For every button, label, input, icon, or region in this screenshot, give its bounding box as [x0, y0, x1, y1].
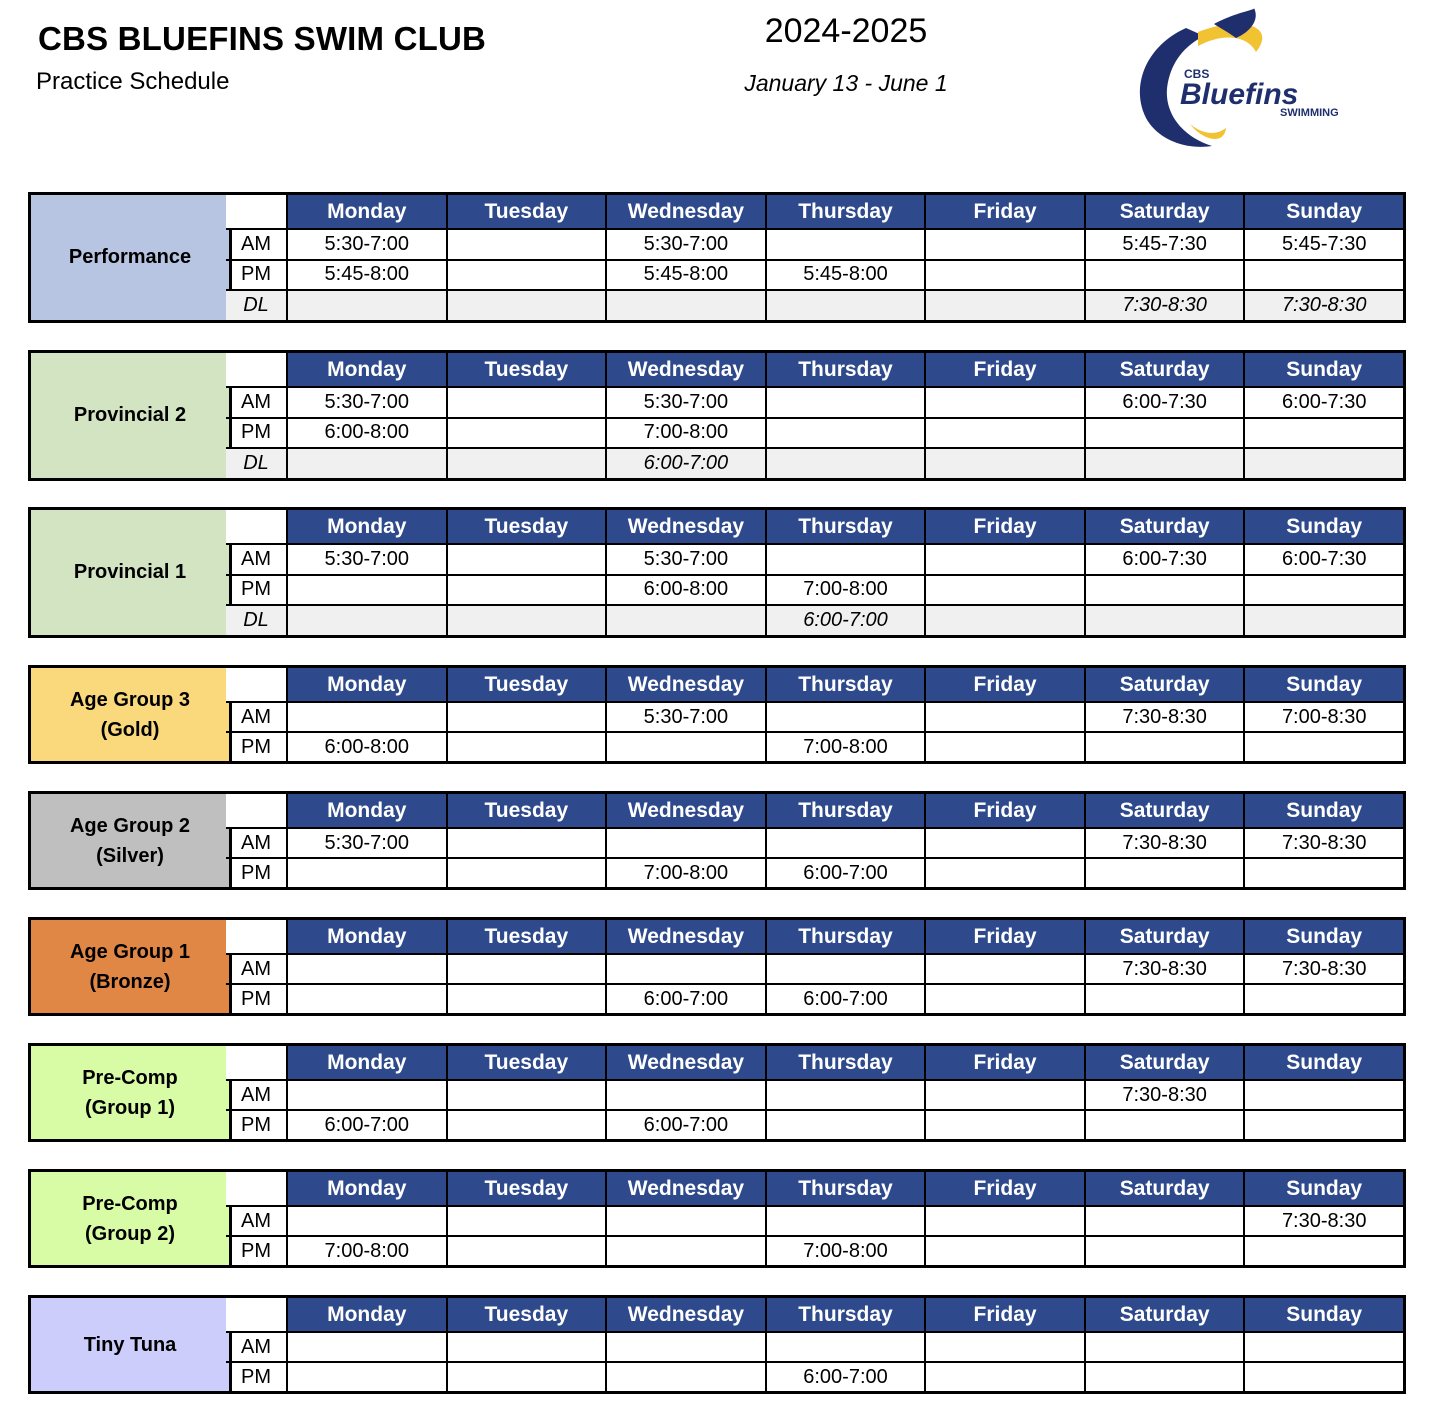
group-name-line: Pre-Comp: [82, 1192, 178, 1215]
logo-name: Bluefins: [1180, 78, 1299, 111]
time-cell: [1084, 417, 1244, 448]
time-cell: [286, 1361, 446, 1391]
day-header: Sunday: [1243, 353, 1403, 386]
day-header: Tuesday: [446, 1172, 606, 1205]
day-header: Thursday: [765, 1172, 925, 1205]
group-name-line: (Silver): [96, 844, 164, 867]
day-header: Wednesday: [605, 1298, 765, 1331]
time-cell: 5:45-7:30: [1084, 228, 1244, 259]
day-header: Tuesday: [446, 794, 606, 827]
schedule-grid: [226, 192, 1406, 323]
time-cell: 7:30-8:30: [1243, 827, 1403, 857]
time-cell: [1084, 574, 1244, 605]
time-cell: 6:00-7:30: [1084, 543, 1244, 574]
day-header: Tuesday: [446, 195, 606, 228]
logo-swoosh-gold-lower: [1190, 124, 1226, 139]
time-cell: [286, 1205, 446, 1235]
day-header: Thursday: [765, 353, 925, 386]
group-name-line: Age Group 3: [69, 688, 190, 711]
time-cell: [924, 857, 1084, 887]
day-header: Friday: [924, 195, 1084, 228]
time-cell: [924, 827, 1084, 857]
time-cell: [446, 1109, 606, 1139]
time-cell: [765, 289, 925, 320]
day-header: Saturday: [1084, 510, 1244, 543]
day-header: Monday: [286, 1172, 446, 1205]
time-cell: [765, 447, 925, 478]
time-cell: 5:30-7:00: [286, 827, 446, 857]
time-cell: 7:00-8:00: [605, 417, 765, 448]
schedule-group: [28, 665, 1406, 764]
time-cell: 5:30-7:00: [286, 228, 446, 259]
header-corner: [226, 195, 286, 228]
time-cell: [924, 1235, 1084, 1265]
day-header: Friday: [924, 510, 1084, 543]
time-cell: [924, 447, 1084, 478]
day-header: Saturday: [1084, 920, 1244, 953]
group-name: [28, 791, 232, 890]
day-header: Tuesday: [446, 920, 606, 953]
time-cell: 6:00-7:00: [765, 604, 925, 635]
time-cell: 7:00-8:30: [1243, 701, 1403, 731]
logo-tag: SWIMMING: [1280, 107, 1339, 119]
day-header: Thursday: [765, 510, 925, 543]
day-header: Monday: [286, 353, 446, 386]
day-header: Friday: [924, 1172, 1084, 1205]
time-cell: [446, 701, 606, 731]
schedule-group: [28, 917, 1406, 1016]
group-name: [28, 1043, 232, 1142]
time-cell: [1243, 1079, 1403, 1109]
time-cell: [446, 574, 606, 605]
time-cell: 5:30-7:00: [286, 386, 446, 417]
session-label: PM: [226, 731, 286, 761]
time-cell: [1084, 1361, 1244, 1391]
day-header: Tuesday: [446, 668, 606, 701]
time-cell: [924, 1205, 1084, 1235]
time-cell: [924, 417, 1084, 448]
time-cell: [1243, 417, 1403, 448]
session-label: AM: [226, 1205, 286, 1235]
time-cell: [286, 701, 446, 731]
session-label: PM: [226, 1361, 286, 1391]
page-subtitle: Practice Schedule: [36, 68, 230, 95]
session-label: PM: [226, 1109, 286, 1139]
day-header: Monday: [286, 668, 446, 701]
time-cell: [446, 228, 606, 259]
time-cell: [765, 1205, 925, 1235]
day-header: Wednesday: [605, 920, 765, 953]
session-label: AM: [226, 228, 286, 259]
time-cell: [286, 983, 446, 1013]
day-header: Saturday: [1084, 794, 1244, 827]
time-cell: [446, 1079, 606, 1109]
session-label: AM: [226, 953, 286, 983]
time-cell: 6:00-7:00: [765, 1361, 925, 1391]
time-cell: [605, 289, 765, 320]
time-cell: [1084, 731, 1244, 761]
group-name: [28, 1169, 232, 1268]
time-cell: [286, 1331, 446, 1361]
time-cell: [1243, 259, 1403, 290]
time-cell: 5:30-7:00: [605, 543, 765, 574]
time-cell: [924, 983, 1084, 1013]
day-header: Thursday: [765, 794, 925, 827]
time-cell: [446, 417, 606, 448]
time-cell: [924, 1331, 1084, 1361]
day-header: Tuesday: [446, 1046, 606, 1079]
day-header: Monday: [286, 510, 446, 543]
day-header: Tuesday: [446, 510, 606, 543]
day-header: Sunday: [1243, 510, 1403, 543]
time-cell: [605, 1361, 765, 1391]
group-name-line: Performance: [68, 246, 192, 269]
day-header: Wednesday: [605, 794, 765, 827]
time-cell: [446, 447, 606, 478]
time-cell: [286, 1079, 446, 1109]
session-label: DL: [226, 604, 286, 635]
group-name-line: Age Group 1: [69, 940, 190, 963]
time-cell: [286, 447, 446, 478]
time-cell: 6:00-8:00: [286, 731, 446, 761]
time-cell: [605, 1205, 765, 1235]
header-corner: [226, 1298, 286, 1331]
time-cell: 6:00-8:00: [605, 574, 765, 605]
time-cell: 5:30-7:00: [605, 386, 765, 417]
time-cell: [765, 827, 925, 857]
day-header: Friday: [924, 794, 1084, 827]
time-cell: 7:00-8:00: [765, 574, 925, 605]
time-cell: [605, 827, 765, 857]
session-label: PM: [226, 574, 286, 605]
time-cell: [924, 574, 1084, 605]
time-cell: [446, 1361, 606, 1391]
day-header: Wednesday: [605, 668, 765, 701]
group-name: [28, 665, 232, 764]
session-label: AM: [226, 386, 286, 417]
day-header: Thursday: [765, 920, 925, 953]
time-cell: [446, 1331, 606, 1361]
day-header: Saturday: [1084, 1298, 1244, 1331]
time-cell: [924, 1079, 1084, 1109]
time-cell: 7:30-8:30: [1243, 289, 1403, 320]
schedule-grid: [226, 791, 1406, 890]
schedule-grid: [226, 665, 1406, 764]
day-header: Saturday: [1084, 1172, 1244, 1205]
time-cell: 6:00-8:00: [286, 417, 446, 448]
time-cell: [924, 1109, 1084, 1139]
day-header: Monday: [286, 794, 446, 827]
day-header: Wednesday: [605, 195, 765, 228]
schedule-grid: [226, 1169, 1406, 1268]
time-cell: 6:00-7:00: [605, 447, 765, 478]
day-header: Sunday: [1243, 1172, 1403, 1205]
time-cell: [1243, 1109, 1403, 1139]
time-cell: 7:30-8:30: [1084, 1079, 1244, 1109]
session-label: PM: [226, 857, 286, 887]
time-cell: [924, 731, 1084, 761]
time-cell: 6:00-7:00: [765, 983, 925, 1013]
header-corner: [226, 510, 286, 543]
time-cell: [1243, 574, 1403, 605]
time-cell: [765, 1079, 925, 1109]
time-cell: [1243, 447, 1403, 478]
header-corner: [226, 1046, 286, 1079]
schedule-grid: [226, 1295, 1406, 1394]
date-range: January 13 - June 1: [744, 70, 948, 96]
time-cell: [924, 604, 1084, 635]
season-label: 2024-2025: [764, 12, 928, 50]
session-label: PM: [226, 1235, 286, 1265]
time-cell: 7:00-8:00: [286, 1235, 446, 1265]
time-cell: 7:30-8:30: [1243, 953, 1403, 983]
time-cell: [765, 543, 925, 574]
time-cell: [1084, 259, 1244, 290]
header-corner: [226, 353, 286, 386]
time-cell: [765, 228, 925, 259]
group-name: [28, 192, 232, 323]
group-name-line: Provincial 2: [73, 404, 187, 427]
time-cell: [286, 574, 446, 605]
time-cell: 7:00-8:00: [765, 731, 925, 761]
time-cell: 6:00-7:00: [765, 857, 925, 887]
time-cell: [446, 543, 606, 574]
day-header: Friday: [924, 920, 1084, 953]
time-cell: 7:30-8:30: [1084, 953, 1244, 983]
time-cell: [1084, 447, 1244, 478]
time-cell: [1243, 857, 1403, 887]
day-header: Friday: [924, 353, 1084, 386]
time-cell: 5:45-8:00: [286, 259, 446, 290]
time-cell: [765, 386, 925, 417]
schedule-group: [28, 1169, 1406, 1268]
day-header: Saturday: [1084, 353, 1244, 386]
time-cell: [446, 604, 606, 635]
day-header: Wednesday: [605, 353, 765, 386]
time-cell: [446, 827, 606, 857]
day-header: Sunday: [1243, 920, 1403, 953]
time-cell: [1243, 1235, 1403, 1265]
time-cell: [605, 1235, 765, 1265]
time-cell: 6:00-7:00: [286, 1109, 446, 1139]
session-label: AM: [226, 543, 286, 574]
time-cell: 7:30-8:30: [1084, 289, 1244, 320]
session-label: PM: [226, 417, 286, 448]
time-cell: [446, 857, 606, 887]
group-name-line: (Group 1): [85, 1096, 175, 1119]
time-cell: [446, 731, 606, 761]
time-cell: 6:00-7:00: [605, 1109, 765, 1139]
time-cell: [1084, 857, 1244, 887]
club-title: CBS BLUEFINS SWIM CLUB: [38, 20, 487, 57]
time-cell: 6:00-7:00: [605, 983, 765, 1013]
schedule-group: [28, 1295, 1406, 1394]
time-cell: 5:30-7:00: [286, 543, 446, 574]
time-cell: 6:00-7:30: [1084, 386, 1244, 417]
time-cell: 6:00-7:30: [1243, 543, 1403, 574]
time-cell: [605, 1331, 765, 1361]
time-cell: [605, 604, 765, 635]
day-header: Thursday: [765, 668, 925, 701]
time-cell: 7:30-8:30: [1084, 827, 1244, 857]
time-cell: 5:30-7:00: [605, 228, 765, 259]
time-cell: [924, 701, 1084, 731]
time-cell: [446, 386, 606, 417]
time-cell: 5:30-7:00: [605, 701, 765, 731]
time-cell: [1243, 1361, 1403, 1391]
group-name: [28, 507, 232, 638]
session-label: PM: [226, 983, 286, 1013]
day-header: Saturday: [1084, 668, 1244, 701]
time-cell: [446, 1205, 606, 1235]
time-cell: [286, 289, 446, 320]
time-cell: [605, 1079, 765, 1109]
day-header: Monday: [286, 195, 446, 228]
time-cell: [1243, 731, 1403, 761]
time-cell: 7:30-8:30: [1084, 701, 1244, 731]
header-corner: [226, 668, 286, 701]
time-cell: [605, 731, 765, 761]
schedule-group: [28, 791, 1406, 890]
session-label: AM: [226, 1331, 286, 1361]
day-header: Wednesday: [605, 510, 765, 543]
day-header: Friday: [924, 1298, 1084, 1331]
schedule-grid: [226, 507, 1406, 638]
time-cell: [446, 983, 606, 1013]
time-cell: 7:00-8:00: [605, 857, 765, 887]
bluefins-logo: [1128, 6, 1378, 156]
time-cell: [924, 259, 1084, 290]
time-cell: 5:45-7:30: [1243, 228, 1403, 259]
time-cell: [446, 289, 606, 320]
time-cell: [924, 1361, 1084, 1391]
day-header: Saturday: [1084, 1046, 1244, 1079]
group-name-line: (Group 2): [85, 1222, 175, 1245]
time-cell: [924, 386, 1084, 417]
time-cell: 7:00-8:00: [765, 1235, 925, 1265]
schedule-grid: [226, 350, 1406, 481]
day-header: Wednesday: [605, 1046, 765, 1079]
session-label: PM: [226, 259, 286, 290]
time-cell: 5:45-8:00: [605, 259, 765, 290]
group-name: [28, 350, 232, 481]
day-header: Tuesday: [446, 353, 606, 386]
session-label: DL: [226, 447, 286, 478]
time-cell: [286, 953, 446, 983]
time-cell: [765, 953, 925, 983]
day-header: Sunday: [1243, 794, 1403, 827]
day-header: Monday: [286, 1046, 446, 1079]
schedule-grid: [226, 1043, 1406, 1142]
group-name-line: Pre-Comp: [82, 1066, 178, 1089]
time-cell: [605, 953, 765, 983]
time-cell: [924, 289, 1084, 320]
group-name: [28, 1295, 232, 1394]
day-header: Saturday: [1084, 195, 1244, 228]
schedule-group: [28, 507, 1406, 638]
session-label: DL: [226, 289, 286, 320]
time-cell: [765, 1109, 925, 1139]
header-corner: [226, 920, 286, 953]
group-name-line: (Bronze): [89, 970, 171, 993]
day-header: Friday: [924, 668, 1084, 701]
time-cell: [446, 259, 606, 290]
day-header: Monday: [286, 920, 446, 953]
time-cell: [1243, 983, 1403, 1013]
time-cell: [446, 953, 606, 983]
time-cell: [765, 1331, 925, 1361]
time-cell: [286, 604, 446, 635]
time-cell: [1084, 1235, 1244, 1265]
time-cell: [1243, 604, 1403, 635]
time-cell: [1243, 1331, 1403, 1361]
time-cell: [1084, 1109, 1244, 1139]
day-header: Sunday: [1243, 668, 1403, 701]
group-name-line: Age Group 2: [69, 814, 190, 837]
schedule-group: [28, 350, 1406, 481]
day-header: Sunday: [1243, 1298, 1403, 1331]
time-cell: [765, 701, 925, 731]
day-header: Tuesday: [446, 1298, 606, 1331]
time-cell: [1084, 983, 1244, 1013]
schedule-group: [28, 1043, 1406, 1142]
time-cell: [446, 1235, 606, 1265]
time-cell: 7:30-8:30: [1243, 1205, 1403, 1235]
session-label: AM: [226, 1079, 286, 1109]
time-cell: [1084, 604, 1244, 635]
logo-cbs: CBS: [1184, 67, 1210, 81]
time-cell: [924, 228, 1084, 259]
group-name-line: (Gold): [100, 718, 160, 741]
day-header: Sunday: [1243, 1046, 1403, 1079]
time-cell: [1084, 1331, 1244, 1361]
header-corner: [226, 1172, 286, 1205]
day-header: Monday: [286, 1298, 446, 1331]
time-cell: [286, 857, 446, 887]
day-header: Thursday: [765, 195, 925, 228]
time-cell: [924, 953, 1084, 983]
time-cell: [924, 543, 1084, 574]
day-header: Wednesday: [605, 1172, 765, 1205]
day-header: Friday: [924, 1046, 1084, 1079]
time-cell: 5:45-8:00: [765, 259, 925, 290]
group-name: [28, 917, 232, 1016]
schedule-group: [28, 192, 1406, 323]
time-cell: 6:00-7:30: [1243, 386, 1403, 417]
time-cell: [1084, 1205, 1244, 1235]
header-corner: [226, 794, 286, 827]
day-header: Thursday: [765, 1298, 925, 1331]
group-name-line: Provincial 1: [73, 561, 187, 584]
time-cell: [765, 417, 925, 448]
group-name-line: Tiny Tuna: [83, 1333, 177, 1356]
day-header: Sunday: [1243, 195, 1403, 228]
session-label: AM: [226, 827, 286, 857]
day-header: Thursday: [765, 1046, 925, 1079]
session-label: AM: [226, 701, 286, 731]
schedule-grid: [226, 917, 1406, 1016]
